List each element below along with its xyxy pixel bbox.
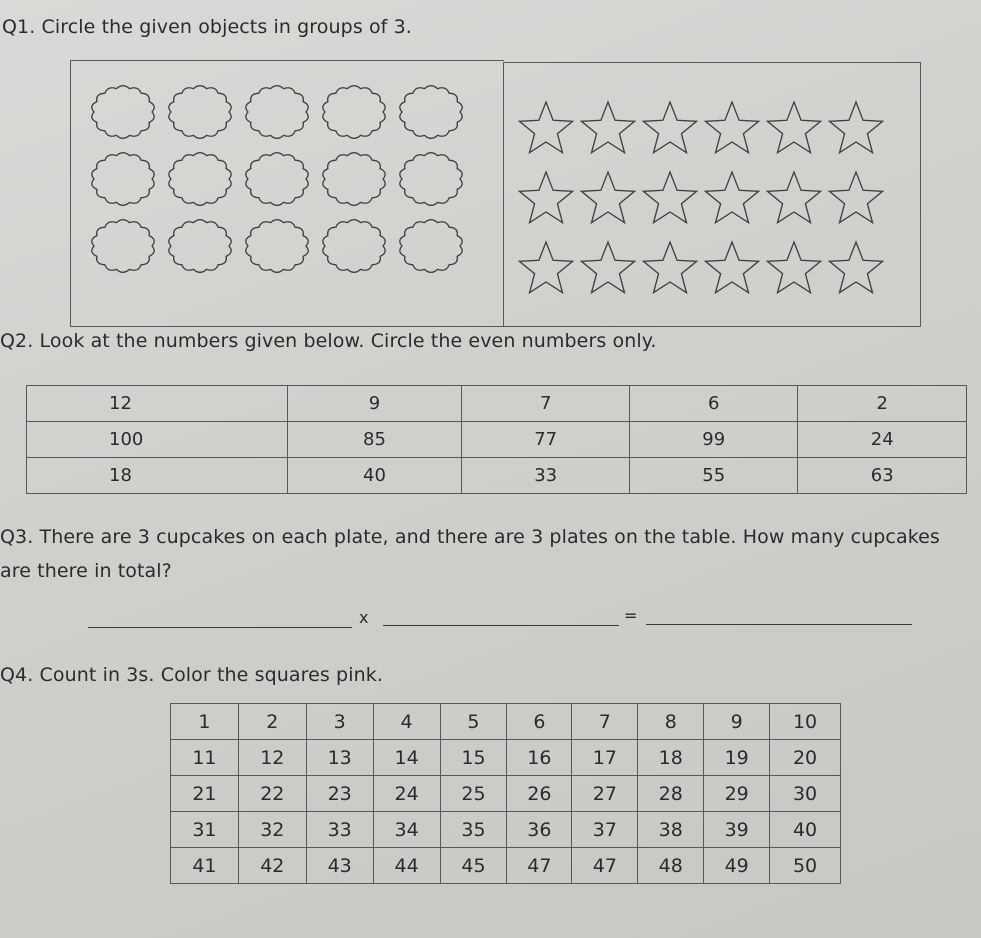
number-cell[interactable]: 77 [462,422,630,458]
number-cell[interactable]: 9 [287,386,462,422]
star-icon[interactable] [581,102,634,153]
star-icon[interactable] [767,102,820,153]
grid-cell[interactable]: 33 [306,812,373,848]
table-row [27,422,967,458]
cloud-icon[interactable] [323,153,385,206]
grid-cell[interactable]: 38 [638,812,704,848]
grid-cell[interactable]: 28 [638,776,704,812]
star-icon[interactable] [705,172,758,223]
number-cell[interactable]: 33 [462,458,630,494]
table-row [171,776,841,812]
grid-cell[interactable]: 18 [638,740,704,776]
answer-blank-1[interactable] [88,627,352,628]
cloud-icon[interactable] [246,153,308,206]
grid-cell[interactable]: 37 [572,812,638,848]
cloud-icon[interactable] [400,153,462,206]
number-cell[interactable]: 7 [462,386,630,422]
number-cell[interactable]: 85 [287,422,462,458]
even-numbers-table [26,385,967,494]
grid-cell[interactable]: 9 [704,704,770,740]
cloud-icon[interactable] [169,86,231,139]
cloud-icon[interactable] [92,153,154,206]
grid-cell[interactable]: 29 [704,776,770,812]
star-icon[interactable] [643,102,696,153]
grid-cell[interactable]: 36 [507,812,572,848]
cloud-icon[interactable] [246,86,308,139]
answer-blank-2[interactable] [383,625,619,626]
grid-cell[interactable]: 20 [770,740,841,776]
count-in-threes-grid [170,703,841,884]
grid-cell[interactable]: 49 [704,848,770,884]
grid-cell[interactable]: 50 [770,848,841,884]
cloud-icon[interactable] [92,220,154,273]
star-icon[interactable] [581,172,634,223]
grid-cell[interactable]: 2 [238,704,306,740]
question-4: Q4. Count in 3s. Color the squares pink. [0,664,383,686]
grid-cell[interactable]: 22 [238,776,306,812]
question-3-line-1: Q3. There are 3 cupcakes on each plate, and there are 3 plates on the table. How many cupcakes [0,526,940,548]
grid-cell[interactable]: 4 [373,704,440,740]
table-row [171,812,841,848]
question-3-line-2: are there in total? [0,560,172,582]
times-sign: x [359,608,369,627]
cloud-icon[interactable] [92,86,154,139]
number-cell[interactable]: 2 [798,386,967,422]
star-icon[interactable] [705,242,758,293]
number-cell[interactable]: 6 [629,386,797,422]
grid-cell[interactable]: 15 [440,740,507,776]
grid-cell[interactable]: 8 [638,704,704,740]
grid-cell[interactable]: 13 [306,740,373,776]
star-icon[interactable] [829,242,882,293]
grid-cell[interactable]: 44 [373,848,440,884]
grid-cell[interactable]: 21 [171,776,239,812]
cloud-icon[interactable] [400,220,462,273]
cloud-icon[interactable] [323,220,385,273]
grid-cell[interactable]: 48 [638,848,704,884]
grid-cell[interactable]: 34 [373,812,440,848]
star-icon[interactable] [519,102,572,153]
grid-cell[interactable]: 1 [171,704,239,740]
cloud-icon[interactable] [169,153,231,206]
cloud-icon[interactable] [400,86,462,139]
grid-cell[interactable]: 19 [704,740,770,776]
grid-cell[interactable]: 24 [373,776,440,812]
grid-cell[interactable]: 32 [238,812,306,848]
grid-cell[interactable]: 7 [572,704,638,740]
table-row [171,848,841,884]
grid-cell[interactable]: 3 [306,704,373,740]
table-row [171,740,841,776]
grid-cell[interactable]: 10 [770,704,841,740]
star-icon[interactable] [767,172,820,223]
star-icon[interactable] [643,172,696,223]
question-2: Q2. Look at the numbers given below. Circle the even numbers only. [0,330,657,352]
grid-cell[interactable]: 40 [770,812,841,848]
number-cell[interactable]: 24 [798,422,967,458]
number-cell[interactable]: 12 [27,386,288,422]
grid-cell[interactable]: 25 [440,776,507,812]
grid-cell[interactable]: 26 [507,776,572,812]
number-cell[interactable]: 18 [27,458,288,494]
table-row [27,386,967,422]
number-cell[interactable]: 99 [629,422,797,458]
grid-cell[interactable]: 23 [306,776,373,812]
grid-cell[interactable]: 31 [171,812,239,848]
grid-cell[interactable]: 39 [704,812,770,848]
cloud-icon[interactable] [323,86,385,139]
number-cell[interactable]: 100 [27,422,288,458]
grid-cell[interactable]: 17 [572,740,638,776]
star-icon[interactable] [519,242,572,293]
grid-cell[interactable]: 42 [238,848,306,884]
question-1: Q1. Circle the given objects in groups of 3. [2,16,412,38]
star-icon[interactable] [829,172,882,223]
grid-cell[interactable]: 11 [171,740,239,776]
number-cell[interactable]: 55 [629,458,797,494]
number-cell[interactable]: 40 [287,458,462,494]
grid-cell[interactable]: 30 [770,776,841,812]
answer-blank-3[interactable] [646,624,912,625]
grid-cell[interactable]: 5 [440,704,507,740]
grid-cell[interactable]: 43 [306,848,373,884]
star-icon[interactable] [643,242,696,293]
grid-cell[interactable]: 35 [440,812,507,848]
equals-sign: = [624,606,638,625]
table-row [27,458,967,494]
grid-cell[interactable]: 16 [507,740,572,776]
grid-cell[interactable]: 47 [572,848,638,884]
grid-cell[interactable]: 45 [440,848,507,884]
star-icon[interactable] [829,102,882,153]
star-icon[interactable] [519,172,572,223]
grid-cell[interactable]: 12 [238,740,306,776]
grid-cell[interactable]: 6 [507,704,572,740]
star-icon[interactable] [581,242,634,293]
table-row [171,704,841,740]
number-cell[interactable]: 63 [798,458,967,494]
grid-cell[interactable]: 14 [373,740,440,776]
cloud-icon[interactable] [246,220,308,273]
cloud-icon[interactable] [169,220,231,273]
star-icon[interactable] [767,242,820,293]
grid-cell[interactable]: 41 [171,848,239,884]
star-icon[interactable] [705,102,758,153]
grid-cell[interactable]: 27 [572,776,638,812]
grid-cell[interactable]: 47 [507,848,572,884]
